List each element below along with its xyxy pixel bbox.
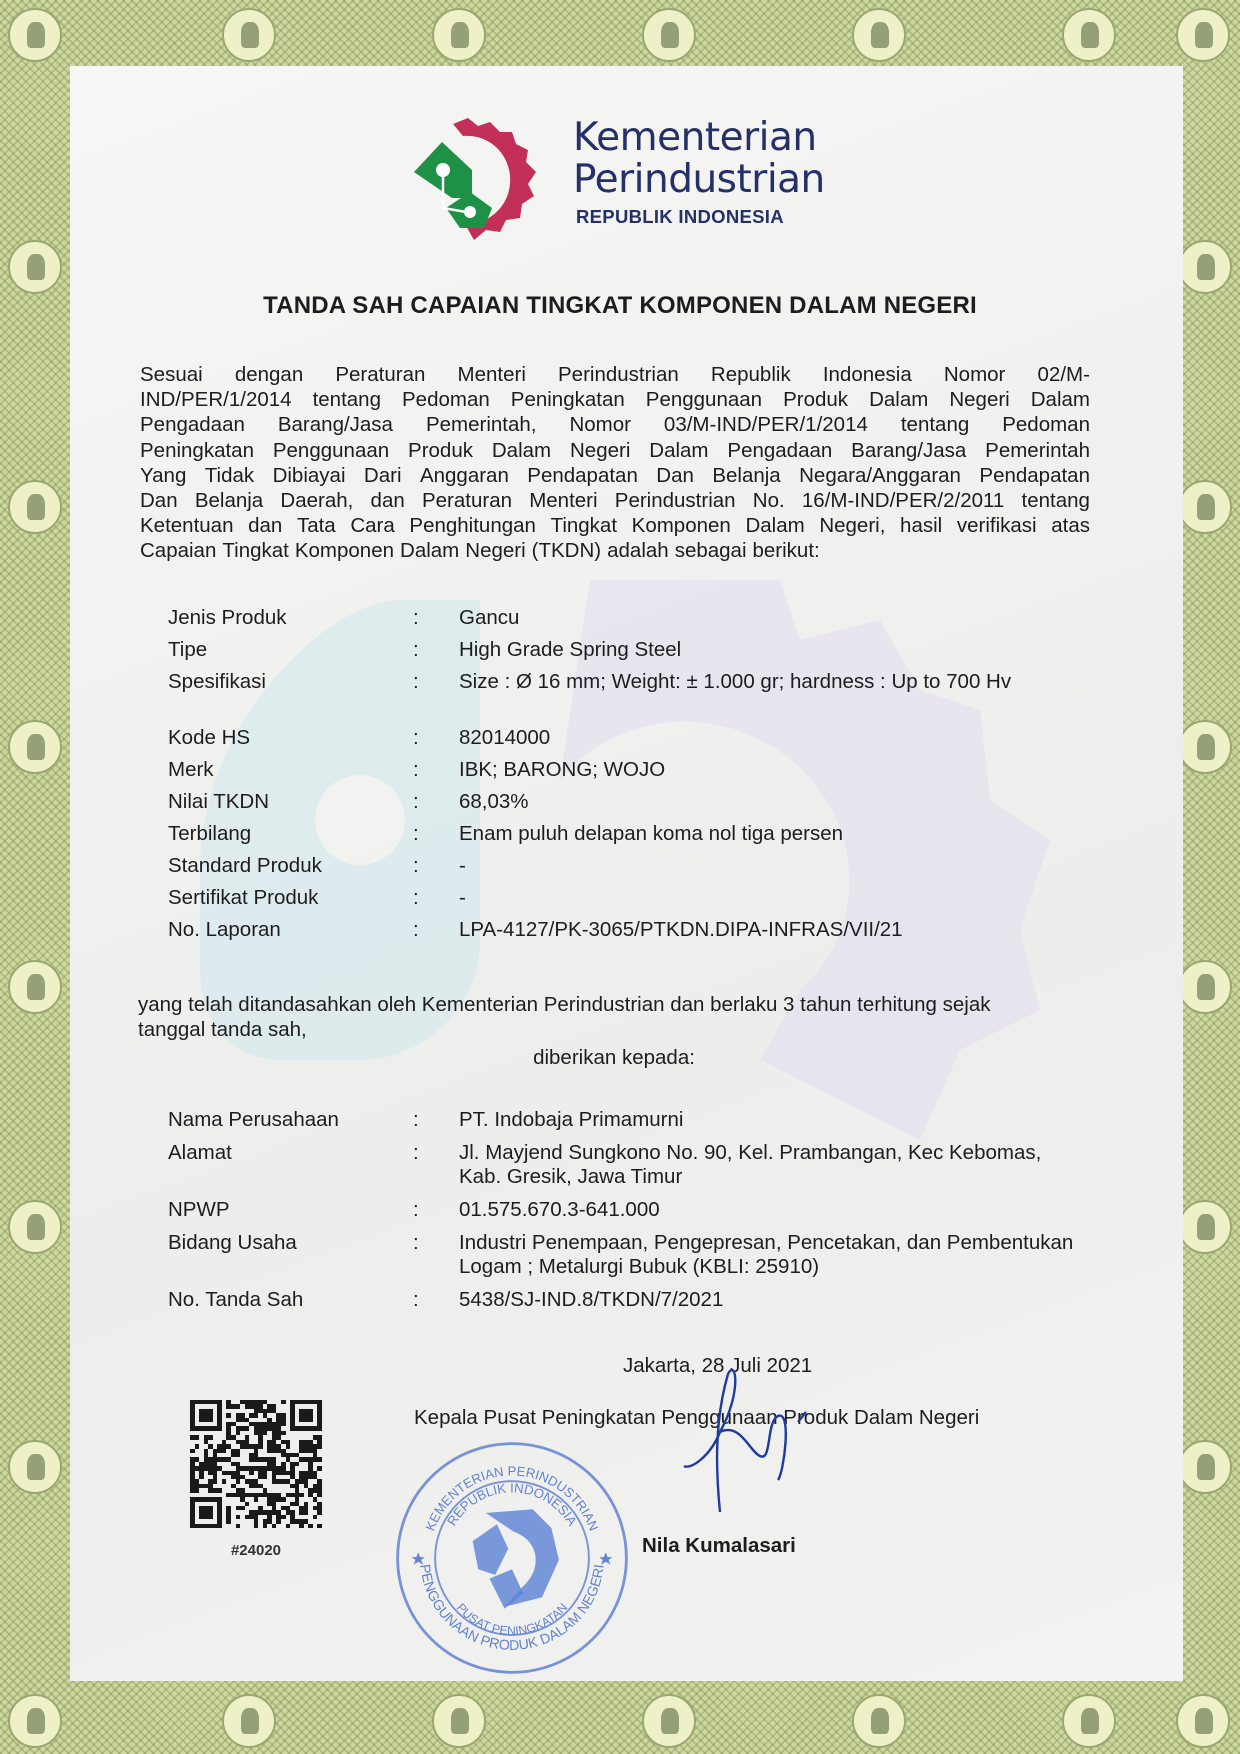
garuda-medallion-icon — [8, 1440, 62, 1494]
detail-colon: : — [413, 758, 419, 781]
detail-colon: : — [413, 726, 419, 749]
detail-label: Spesifikasi — [168, 670, 266, 693]
garuda-medallion-icon — [1062, 1694, 1116, 1748]
ministry-logo-icon — [408, 112, 558, 244]
detail-value: Enam puluh delapan koma nol tiga persen — [459, 822, 844, 845]
detail-colon: : — [413, 1108, 419, 1131]
garuda-medallion-icon — [8, 1200, 62, 1254]
detail-colon: : — [413, 1288, 419, 1311]
garuda-medallion-icon — [222, 8, 276, 62]
garuda-medallion-icon — [1178, 240, 1232, 294]
intro-line: Peningkatan Penggunaan Produk Dalam Negeri Dalam Pengadaan Barang/Jasa Pemerintah — [140, 438, 1090, 462]
detail-colon: : — [413, 670, 419, 693]
detail-value: PT. Indobaja Primamurni — [459, 1108, 684, 1131]
garuda-medallion-icon — [1178, 480, 1232, 534]
detail-value: Size : Ø 16 mm; Weight: ± 1.000 gr; hardness : Up to 700 Hv — [459, 670, 1012, 693]
intro-line: Capaian Tingkat Komponen Dalam Negeri (TKDN) adalah sebagai berikut: — [140, 539, 820, 563]
detail-label: No. Laporan — [168, 918, 281, 941]
detail-colon: : — [413, 918, 419, 941]
detail-label: Terbilang — [168, 822, 252, 845]
detail-value: - — [459, 886, 466, 909]
garuda-medallion-icon — [1062, 8, 1116, 62]
garuda-medallion-icon — [1178, 960, 1232, 1014]
detail-colon: : — [413, 854, 419, 877]
signer-title: Kepala Pusat Peningkatan Penggunaan Produk Dalam Negeri — [414, 1406, 980, 1429]
detail-label: Tipe — [168, 638, 208, 661]
garuda-medallion-icon — [1178, 1440, 1232, 1494]
garuda-medallion-icon — [8, 480, 62, 534]
garuda-medallion-icon — [642, 8, 696, 62]
detail-value: 82014000 — [459, 726, 551, 749]
detail-label: Sertifikat Produk — [168, 886, 319, 909]
detail-label: NPWP — [168, 1198, 230, 1221]
signature — [680, 1362, 830, 1542]
detail-label: Standard Produk — [168, 854, 322, 877]
detail-label: No. Tanda Sah — [168, 1288, 304, 1311]
garuda-medallion-icon — [8, 1694, 62, 1748]
detail-colon: : — [413, 1231, 419, 1254]
intro-line: Dan Belanja Daerah, dan Peraturan Menteri Perindustrian No. 16/M-IND/PER/2/2011 tentang — [140, 489, 1090, 513]
detail-colon: : — [413, 1141, 419, 1164]
detail-value: 68,03% — [459, 790, 529, 813]
stamp-text-bottom2: PENGGUNAAN PRODUK DALAM NEGERI — [417, 1563, 607, 1653]
garuda-medallion-icon — [432, 8, 486, 62]
signer-name: Nila Kumalasari — [642, 1534, 796, 1557]
intro-line: Sesuai dengan Peraturan Menteri Perindustrian Republik Indonesia Nomor 02/M- — [140, 363, 1090, 386]
intro-line: Pengadaan Barang/Jasa Pemerintah, Nomor 03/M-IND/PER/1/2014 tentang Pedoman — [140, 413, 1090, 437]
detail-colon: : — [413, 822, 419, 845]
garuda-medallion-icon — [8, 240, 62, 294]
detail-colon: : — [413, 790, 419, 813]
garuda-medallion-icon — [1176, 1694, 1230, 1748]
detail-value: Jl. Mayjend Sungkono No. 90, Kel. Prambangan, Kec Kebomas, Kab. Gresik, Jawa Timur — [459, 1141, 1042, 1188]
detail-value: - — [459, 854, 466, 877]
garuda-medallion-icon — [8, 960, 62, 1014]
detail-value: High Grade Spring Steel — [459, 638, 682, 661]
stamp-text-bottom: PUSAT PENINGKATAN — [453, 1600, 571, 1638]
garuda-medallion-icon — [432, 1694, 486, 1748]
intro-line: Ketentuan dan Tata Cara Penghitungan Tingkat Komponen Dalam Negeri, hasil verifikasi atas — [140, 514, 1090, 538]
detail-value: LPA-4127/PK-3065/PTKDN.DIPA-INFRAS/VII/21 — [459, 918, 903, 941]
logo-text-republik: REPUBLIK INDONESIA — [576, 206, 784, 227]
certificate-title: TANDA SAH CAPAIAN TINGKAT KOMPONEN DALAM NEGERI — [263, 292, 977, 319]
detail-colon: : — [413, 638, 419, 661]
garuda-medallion-icon — [8, 720, 62, 774]
garuda-medallion-icon — [1176, 8, 1230, 62]
detail-label: Kode HS — [168, 726, 251, 749]
given-to-label: diberikan kepada: — [533, 1046, 695, 1069]
detail-label: Nama Perusahaan — [168, 1108, 339, 1131]
star-icon — [412, 1552, 425, 1564]
detail-colon: : — [413, 606, 419, 629]
logo-text-kementerian: Kementerian — [573, 115, 817, 160]
garuda-medallion-icon — [1178, 1200, 1232, 1254]
detail-label: Nilai TKDN — [168, 790, 269, 813]
qr-number: #24020 — [230, 1542, 282, 1559]
detail-label: Jenis Produk — [168, 606, 287, 629]
garuda-medallion-icon — [222, 1694, 276, 1748]
verification-qr-code[interactable] — [190, 1400, 322, 1528]
detail-label: Alamat — [168, 1141, 232, 1164]
detail-value: Industri Penempaan, Pengepresan, Pencetakan, dan Pembentukan Logam ; Metalurgi Bubuk (KBLI: 25910) — [459, 1231, 1074, 1278]
official-stamp — [392, 1438, 632, 1678]
intro-line: Yang Tidak Dibiayai Dari Anggaran Pendapatan Dan Belanja Negara/Anggaran Pendapatan — [140, 463, 1090, 487]
detail-label: Merk — [168, 758, 214, 781]
validity-line: yang telah ditandasahkan oleh Kementerian Perindustrian dan berlaku 3 tahun terhitung sejak — [138, 993, 991, 1016]
garuda-medallion-icon — [852, 1694, 906, 1748]
detail-label: Bidang Usaha — [168, 1231, 297, 1254]
garuda-medallion-icon — [1178, 720, 1232, 774]
garuda-medallion-icon — [8, 8, 62, 62]
detail-value: 01.575.670.3-641.000 — [459, 1198, 660, 1221]
garuda-medallion-icon — [642, 1694, 696, 1748]
intro-paragraph — [140, 362, 1090, 564]
detail-value: 5438/SJ-IND.8/TKDN/7/2021 — [459, 1288, 724, 1311]
detail-value: IBK; BARONG; WOJO — [459, 758, 666, 781]
stamp-text-top2: REPUBLIK INDONESIA — [444, 1480, 580, 1529]
logo-text-perindustrian: Perindustrian — [573, 157, 825, 202]
detail-colon: : — [413, 1198, 419, 1221]
detail-value: Gancu — [459, 606, 520, 629]
stamp-text-top: KEMENTERIAN PERINDUSTRIAN — [422, 1463, 602, 1533]
place-date: Jakarta, 28 Juli 2021 — [623, 1354, 813, 1377]
intro-line: IND/PER/1/2014 tentang Pedoman Peningkatan Penggunaan Produk Dalam Negeri Dalam — [140, 388, 1090, 412]
star-icon — [599, 1552, 612, 1564]
validity-line: tanggal tanda sah, — [138, 1018, 307, 1041]
validity-statement — [138, 992, 990, 1042]
garuda-medallion-icon — [852, 8, 906, 62]
detail-colon: : — [413, 886, 419, 909]
